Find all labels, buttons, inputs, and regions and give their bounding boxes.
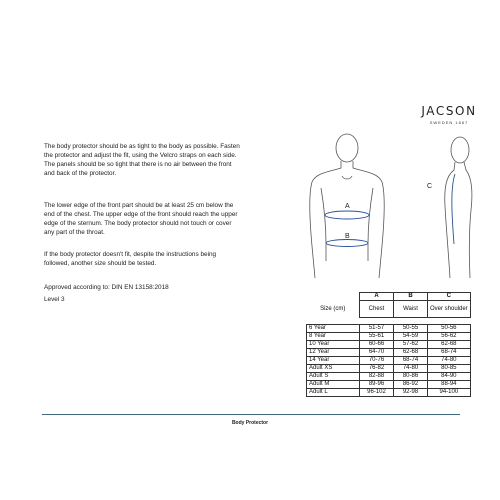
waist-cell: 50-55: [394, 325, 428, 333]
brand-tagline: SWEDEN 1867: [429, 120, 469, 125]
size-cell: 10 Year: [307, 341, 360, 349]
chest-cell: 70-76: [360, 357, 394, 365]
over-shoulder-measure-line: [452, 174, 455, 244]
table-row: [307, 389, 471, 397]
table-row: [307, 365, 471, 373]
waist-cell: 57-62: [394, 341, 428, 349]
chest-cell: 76-82: [360, 365, 394, 373]
position-instructions-paragraph: The lower edge of the front part should be at least 25 cm below the end of the chest. The upper edge of the front should reach the upper edge of the sternum. The body protector should not touch or cover any part of the throat.: [44, 202, 238, 236]
table-row: [307, 357, 471, 365]
column-over-shoulder: Over shoulder: [428, 301, 471, 318]
column-letter-a: A: [360, 293, 394, 301]
chest-cell: 64-70: [360, 349, 394, 357]
size-table: [306, 292, 471, 397]
shoulder-cell: 84-90: [428, 373, 471, 381]
fit-instructions-paragraph: The body protector should be as tight to the body as possible. Fasten the protector and adjust the fit, using the Velcro straps on each side. The panels should be so tight that there is no air between the front and back of the protector.: [44, 143, 240, 177]
column-letter-b: B: [394, 293, 428, 301]
size-cell: 12 Year: [307, 349, 360, 357]
chest-cell: 96-102: [360, 389, 394, 397]
shoulder-cell: 62-68: [428, 341, 471, 349]
page-footer: Body Protector: [231, 420, 269, 426]
chest-measure-line: [325, 211, 369, 219]
column-letter-c: C: [428, 293, 471, 301]
table-row: [307, 325, 471, 333]
chest-cell: 55-61: [360, 333, 394, 341]
label-b: B: [345, 233, 350, 240]
table-measure-row: [307, 301, 471, 318]
waist-cell: 80-86: [394, 373, 428, 381]
label-c: C: [427, 183, 433, 190]
waist-cell: 86-92: [394, 381, 428, 389]
size-column-label: Size (cm): [320, 305, 346, 312]
shoulder-cell: 74-80: [428, 357, 471, 365]
chest-cell: 82-88: [360, 373, 394, 381]
size-cell: 8 Year: [307, 333, 360, 341]
body-measurement-figure: [288, 126, 488, 296]
brand-name: JACSON: [421, 104, 477, 118]
brand-logo: [414, 104, 484, 125]
shoulder-cell: 94-100: [428, 389, 471, 397]
waist-cell: 54-59: [394, 333, 428, 341]
shoulder-cell: 88-94: [428, 381, 471, 389]
size-cell: Adult XS: [307, 365, 360, 373]
shoulder-cell: 80-85: [428, 365, 471, 373]
table-row: [307, 341, 471, 349]
chest-cell: 89-96: [360, 381, 394, 389]
side-body-outline: [445, 137, 472, 278]
chest-cell: 51-57: [360, 325, 394, 333]
table-row: [307, 373, 471, 381]
waist-cell: 62-68: [394, 349, 428, 357]
level-text: Level 3: [44, 296, 65, 303]
waist-measure-line: [326, 240, 368, 247]
shoulder-cell: 68-74: [428, 349, 471, 357]
table-row: [307, 333, 471, 341]
size-cell: Adult M: [307, 381, 360, 389]
chest-cell: 60-66: [360, 341, 394, 349]
table-row: [307, 349, 471, 357]
label-a: A: [345, 203, 350, 210]
shoulder-cell: 50-56: [428, 325, 471, 333]
waist-cell: 92-98: [394, 389, 428, 397]
table-row: [307, 381, 471, 389]
footer-divider: [42, 414, 460, 415]
column-chest: Chest: [360, 301, 394, 318]
size-cell: 14 Year: [307, 357, 360, 365]
size-advice-paragraph: If the body protector doesn't fit, despite the instructions being followed, another size should be tested.: [44, 251, 217, 267]
approval-text: Approved according to: DIN EN 13158:2018: [44, 284, 169, 291]
column-waist: Waist: [394, 301, 428, 318]
size-cell: Adult S: [307, 373, 360, 381]
table-letter-row: [307, 293, 471, 301]
size-cell: 6 Year: [307, 325, 360, 333]
shoulder-cell: 56-62: [428, 333, 471, 341]
size-cell: Adult L: [307, 389, 360, 397]
waist-cell: 74-80: [394, 365, 428, 373]
waist-cell: 68-74: [394, 357, 428, 365]
